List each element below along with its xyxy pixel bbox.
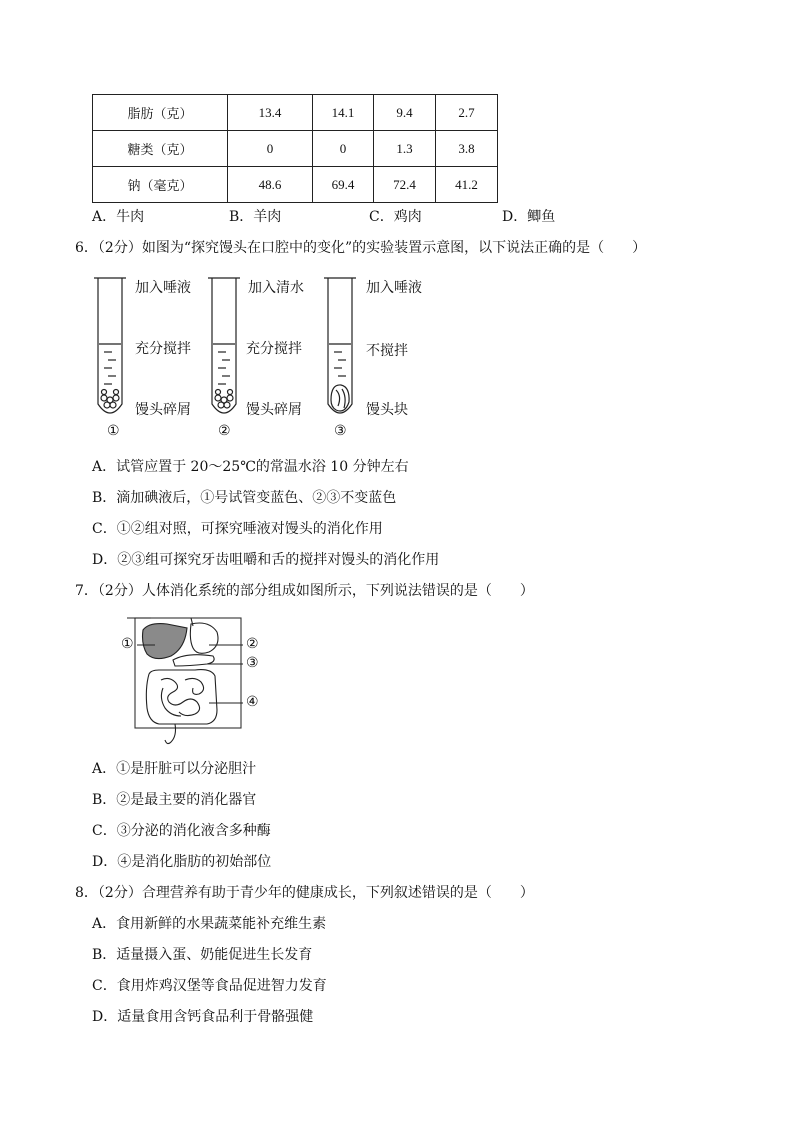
q6-option-d[interactable]: D．②③组可探究牙齿咀嚼和舌的搅拌对馒头的消化作用 [92, 552, 440, 568]
q5-option-a[interactable]: A．牛肉 [92, 209, 145, 225]
tube2-number: ② [218, 423, 231, 439]
q8-stem: 8．（2分）合理营养有助于青少年的健康成长，下列叙述错误的是（ ） [75, 885, 534, 901]
test-tube-2 [208, 278, 240, 413]
q8-option-a[interactable]: A．食用新鲜的水果蔬菜能补充维生素 [92, 916, 327, 932]
table-cell: 48.6 [228, 167, 313, 203]
table-cell: 2.7 [436, 95, 498, 131]
table-cell: 13.4 [228, 95, 313, 131]
q7-option-d[interactable]: D．④是消化脂肪的初始部位 [92, 854, 272, 870]
q7-option-c[interactable]: C．③分泌的消化液含多种酶 [92, 823, 271, 839]
table-cell: 69.4 [313, 167, 374, 203]
row-header: 糖类（克） [93, 131, 228, 167]
q6-stem: 6．（2分）如图为“探究馒头在口腔中的变化”的实验装置示意图，以下说法正确的是（ ） [75, 240, 647, 256]
tube1-top-label: 加入唾液 [135, 280, 191, 296]
q5-option-d[interactable]: D．鲫鱼 [502, 209, 556, 225]
table-cell: 0 [313, 131, 374, 167]
q5-option-b[interactable]: B．羊肉 [229, 209, 282, 225]
row-header: 脂肪（克） [93, 95, 228, 131]
tube3-top-label: 加入唾液 [366, 280, 422, 296]
tube3-number: ③ [334, 423, 347, 439]
table-cell: 9.4 [374, 95, 436, 131]
row-header: 钠（毫克） [93, 167, 228, 203]
table-cell: 3.8 [436, 131, 498, 167]
q8-option-c[interactable]: C．食用炸鸡汉堡等食品促进智力发育 [92, 978, 327, 994]
label-2: ② [246, 636, 259, 652]
q5-option-c[interactable]: C．鸡肉 [369, 209, 422, 225]
label-4: ④ [246, 694, 259, 710]
table-cell: 14.1 [313, 95, 374, 131]
q7-stem: 7．（2分）人体消化系统的部分组成如图所示，下列说法错误的是（ ） [75, 583, 534, 599]
test-tube-3 [324, 278, 356, 413]
table-cell: 72.4 [374, 167, 436, 203]
q7-option-b[interactable]: B．②是最主要的消化器官 [92, 792, 257, 808]
tube2-top-label: 加入清水 [248, 280, 304, 296]
table-cell: 0 [228, 131, 313, 167]
table-cell: 41.2 [436, 167, 498, 203]
label-3: ③ [246, 655, 259, 671]
q8-option-b[interactable]: B．适量摄入蛋、奶能促进生长发育 [92, 947, 313, 963]
tube1-number: ① [107, 423, 120, 439]
nutrition-table [92, 94, 498, 203]
q7-pointer-lines [137, 638, 297, 748]
tube3-mid-label: 不搅拌 [366, 343, 408, 359]
tube2-bottom-label: 馒头碎屑 [246, 402, 302, 418]
tube1-mid-label: 充分搅拌 [135, 341, 191, 357]
table-row [93, 95, 498, 131]
tube1-bottom-label: 馒头碎屑 [135, 402, 191, 418]
q6-option-c[interactable]: C．①②组对照，可探究唾液对馒头的消化作用 [92, 521, 383, 537]
tube3-bottom-label: 馒头块 [366, 402, 408, 418]
table-row [93, 131, 498, 167]
label-1: ① [121, 636, 134, 652]
q8-option-d[interactable]: D．适量食用含钙食品利于骨骼强健 [92, 1009, 314, 1025]
q6-option-a[interactable]: A．试管应置于 20～25℃的常温水浴 10 分钟左右 [92, 459, 409, 475]
q6-option-b[interactable]: B．滴加碘液后，①号试管变蓝色、②③不变蓝色 [92, 490, 397, 506]
table-row [93, 167, 498, 203]
q7-option-a[interactable]: A．①是肝脏可以分泌胆汁 [92, 761, 257, 777]
table-cell: 1.3 [374, 131, 436, 167]
tube2-mid-label: 充分搅拌 [246, 341, 302, 357]
test-tube-1 [94, 278, 126, 413]
